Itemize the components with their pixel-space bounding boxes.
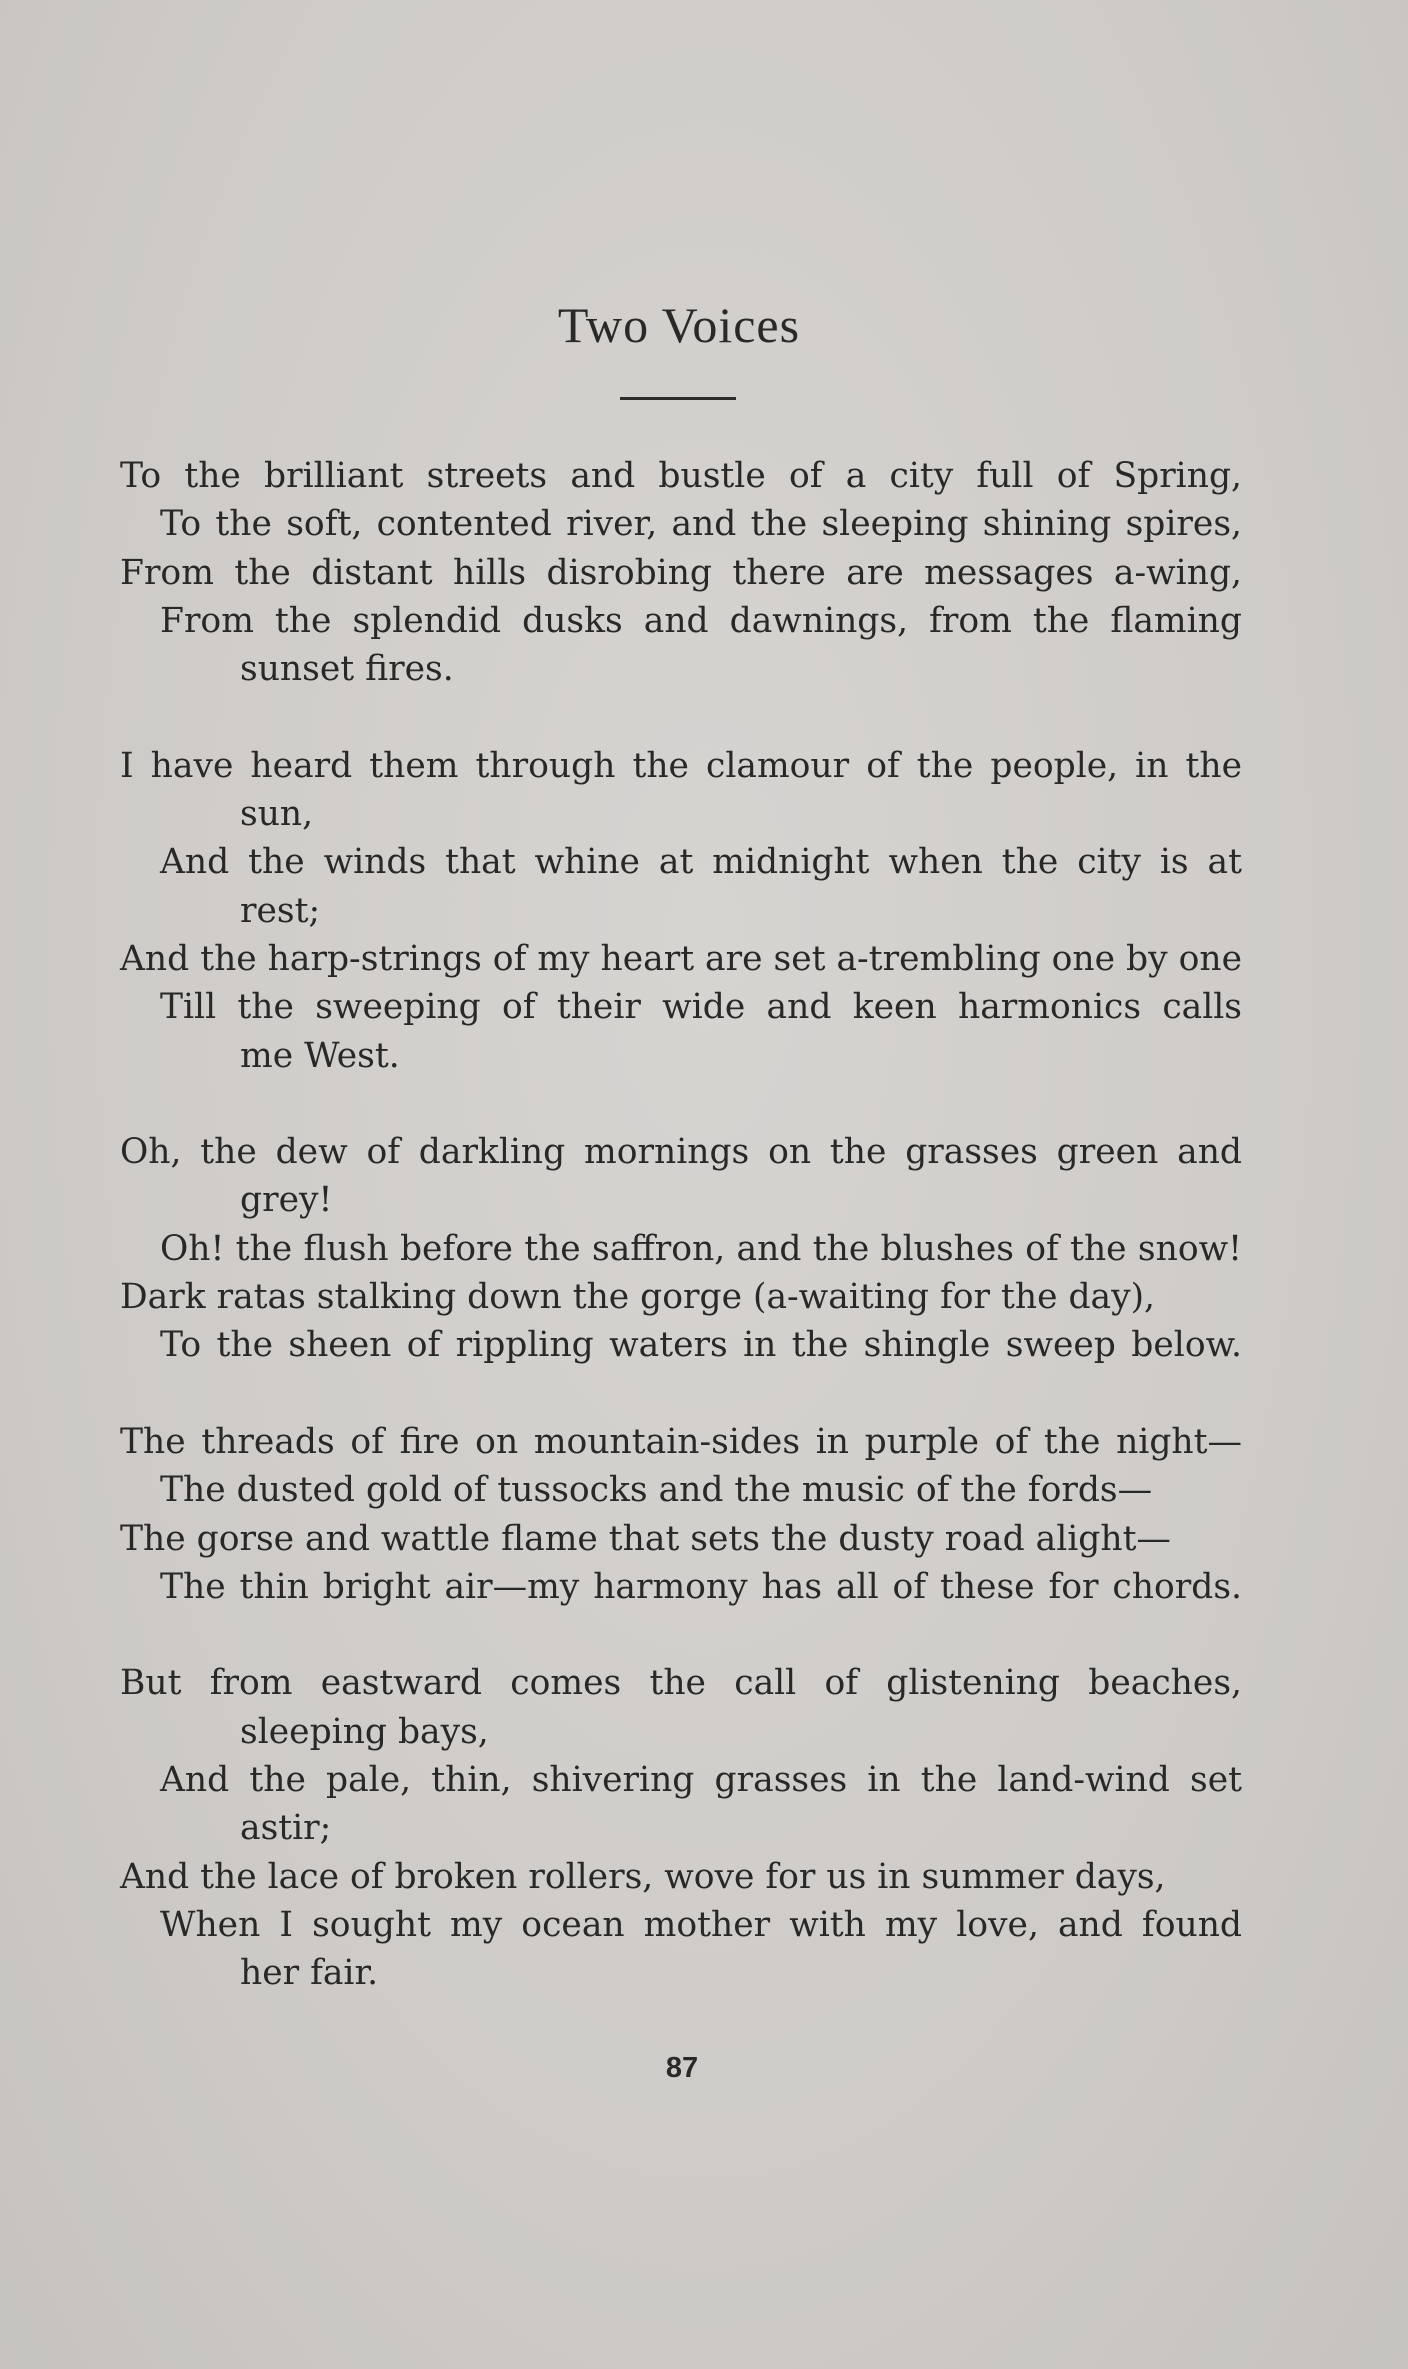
stanza-3 [120,1128,1242,1369]
poem-line-continuation: me West. [240,1035,400,1076]
poem-line: The threads of fire on mountain-sides in purple of the night— [120,1421,1242,1462]
poem-line-continuation: grey! [240,1180,333,1221]
poem-line-continuation: her fair. [240,1953,379,1994]
poem-line: To the soft, contented river, and the sleeping shining spires, [160,504,1242,545]
poem-line: And the harp-strings of my heart are set a-trembling one by one [120,938,1242,979]
poem-line: Oh! the flush before the saffron, and the blushes of the snow! [160,1228,1242,1269]
poem-line: From the splendid dusks and dawnings, from the flaming [160,600,1242,641]
poem-title: Two Voices [557,297,801,353]
page-number: 87 [665,2052,699,2084]
poem-line-continuation: sleeping bays, [240,1711,489,1752]
poem-line-continuation: sun, [240,794,314,835]
poem-line-continuation: rest; [240,890,321,931]
poem-line: And the pale, thin, shivering grasses in the land-wind set [160,1760,1242,1801]
poem-line: And the winds that whine at midnight when the city is at [160,842,1242,883]
poem-line: To the brilliant streets and bustle of a city full of Spring, [120,456,1242,496]
poem-line: But from eastward comes the call of glistening beaches, [120,1663,1242,1704]
stanza-2 [120,742,1242,1080]
poem-line-continuation: astir; [240,1808,332,1849]
stanza-5 [120,1659,1242,1997]
poem-line: And the lace of broken rollers, wove for us in summer days, [120,1856,1166,1897]
title-rule [620,397,736,400]
poem-line: The thin bright air—my harmony has all of these for chords. [160,1566,1242,1607]
poem-line: The dusted gold of tussocks and the music of the fords— [160,1470,1153,1511]
poem-line: Till the sweeping of their wide and keen harmonics calls [160,987,1242,1028]
poem-body [120,452,1242,2046]
poem-line-continuation: sunset fires. [240,649,454,690]
poem-line: To the sheen of rippling waters in the shingle sweep below. [160,1325,1242,1366]
poem-line: Oh, the dew of darkling mornings on the grasses green and [120,1132,1242,1173]
poem-line: When I sought my ocean mother with my love, and found [160,1904,1242,1945]
stanza-1 [120,452,1242,693]
poem-line: From the distant hills disrobing there are messages a-wing, [120,552,1242,593]
poem-line: The gorse and wattle flame that sets the dusty road alight— [120,1518,1171,1559]
stanza-4 [120,1418,1242,1611]
poem-line: Dark ratas stalking down the gorge (a-waiting for the day), [120,1277,1156,1318]
poem-line: I have heard them through the clamour of the people, in the [120,745,1242,786]
